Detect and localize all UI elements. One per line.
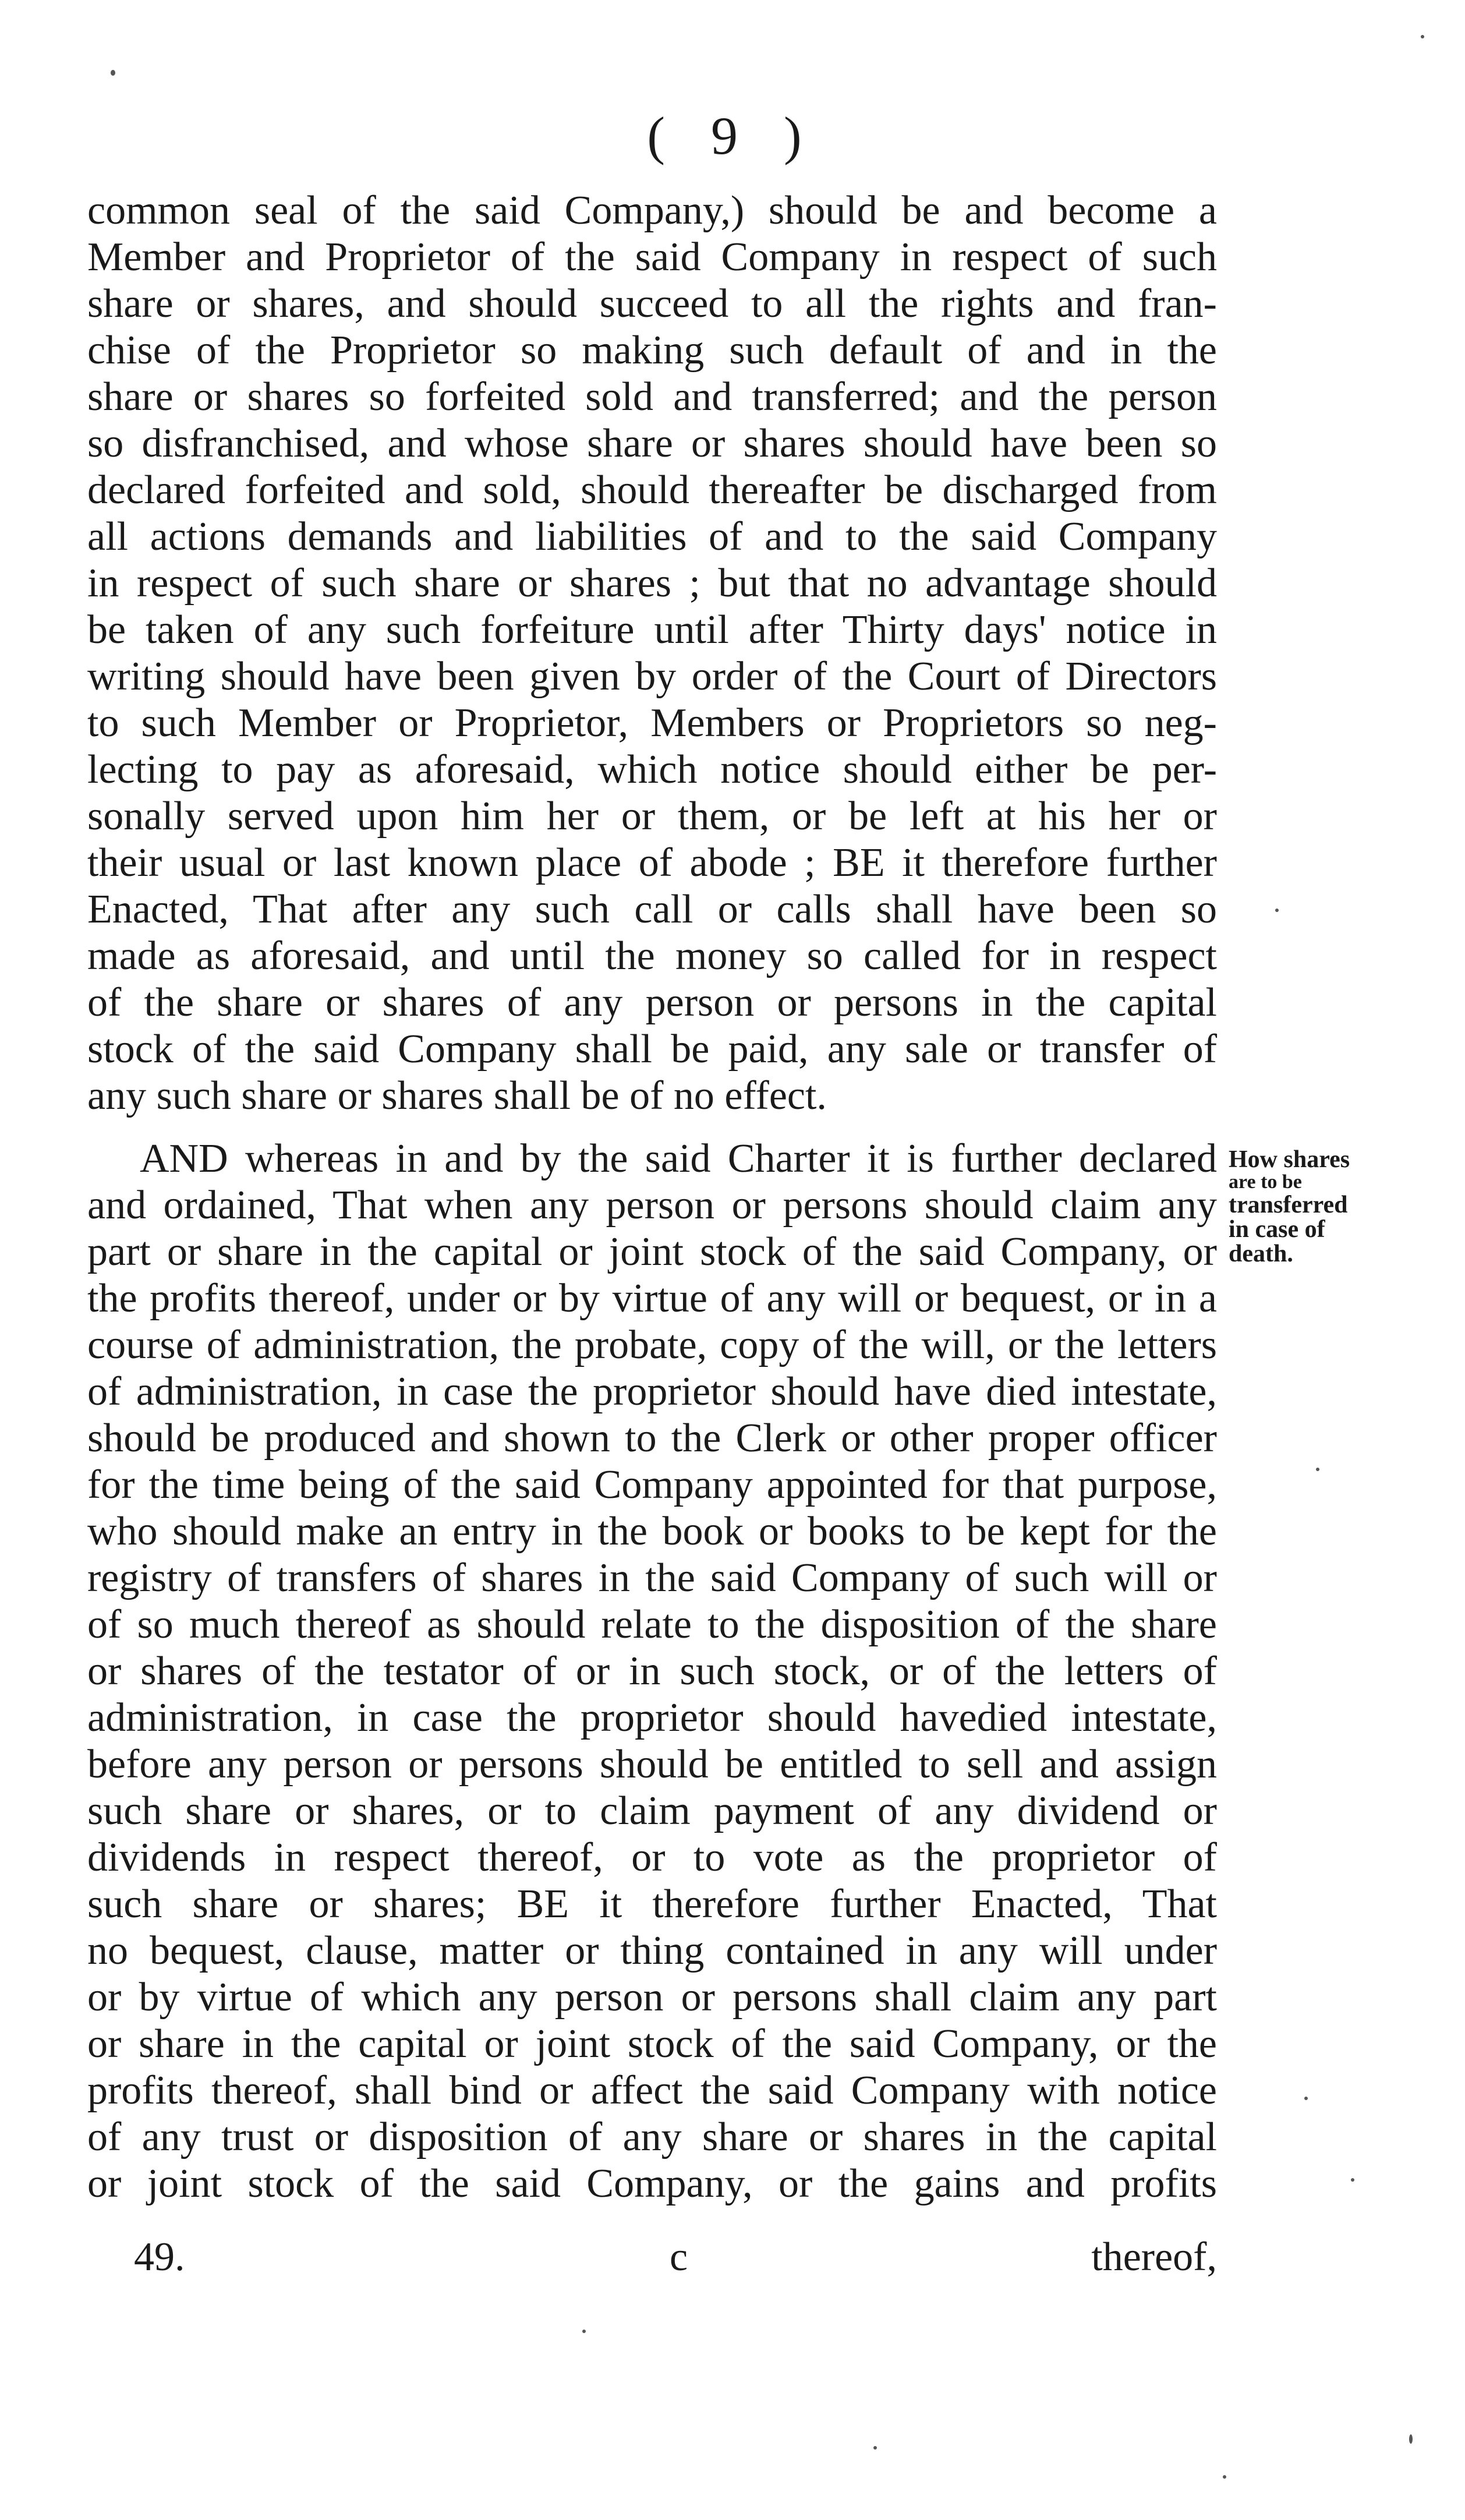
marginal-note-line: death. [1229, 1240, 1293, 1267]
marginal-note-line: are to be [1229, 1171, 1302, 1193]
print-speck [1316, 1468, 1319, 1471]
text-line: or share in the capital or joint stock of the said Company, or the [87, 2021, 1217, 2066]
print-speck [582, 2330, 586, 2333]
signature-number: 49. [134, 2235, 185, 2279]
text-line: and ordained, That when any person or persons should claim any [87, 1183, 1217, 1228]
text-line: administration, in case the proprietor should havedied intestate, [87, 1695, 1217, 1740]
text-line: so disfranchised, and whose share or shares should have been so [87, 421, 1217, 466]
page-footer [87, 2234, 1217, 2281]
print-speck [111, 70, 115, 76]
text-line: any such share or shares shall be of no effect. [87, 1073, 827, 1118]
text-line: stock of the said Company shall be paid, any sale or transfer of [87, 1027, 1217, 1072]
paragraph-transfer-on-death [87, 1136, 1217, 2207]
text-line: should be produced and shown to the Clerk or other proper officer [87, 1416, 1217, 1461]
text-line: dividends in respect thereof, or to vote as the proprietor of [87, 1835, 1217, 1880]
text-line: in respect of such share or shares ; but that no advantage should [87, 561, 1217, 606]
print-speck [873, 2446, 877, 2450]
text-line: or joint stock of the said Company, or the gains and profits [87, 2161, 1217, 2206]
text-line: of the share or shares of any person or persons in the capital [87, 980, 1217, 1025]
text-line: course of administration, the probate, copy of the will, or the letters [87, 1323, 1217, 1367]
text-line: made as aforesaid, and until the money so called for in respect [87, 934, 1217, 978]
text-line: their usual or last known place of abode ; BE it therefore further [87, 840, 1217, 885]
text-line: Enacted, That after any such call or calls shall have been so [87, 887, 1217, 932]
print-speck [1351, 2178, 1354, 2182]
marginal-note-line: transferred [1229, 1192, 1348, 1218]
print-speck [1421, 35, 1424, 38]
text-line: or by virtue of which any person or persons shall claim any part [87, 1975, 1217, 2020]
text-line: of so much thereof as should relate to the disposition of the share [87, 1602, 1217, 1647]
catchword: thereof, [1091, 2235, 1217, 2279]
text-line: chise of the Proprietor so making such default of and in the [87, 328, 1217, 373]
text-line: the profits thereof, under or by virtue of any will or bequest, or in a [87, 1276, 1217, 1321]
page-number: ( 9 ) [647, 106, 818, 165]
paragraph-forfeiture [87, 188, 1217, 1119]
print-speck [1275, 909, 1279, 912]
text-line: to such Member or Proprietor, Members or Proprietors so neg- [87, 701, 1217, 745]
text-line: who should make an entry in the book or books to be kept for the [87, 1509, 1217, 1554]
text-line: or shares of the testator of or in such stock, or of the letters of [87, 1649, 1217, 1694]
print-speck [1304, 2097, 1308, 2100]
text-line: share or shares, and should succeed to all the rights and fran- [87, 281, 1217, 326]
text-line: sonally served upon him her or them, or be left at his her or [87, 794, 1217, 839]
text-line: all actions demands and liabilities of and to the said Company [87, 514, 1217, 559]
text-line: declared forfeited and sold, should thereafter be discharged from [87, 468, 1217, 513]
text-line: Member and Proprietor of the said Company in respect of such [87, 235, 1217, 280]
text-line: for the time being of the said Company appointed for that purpose, [87, 1462, 1217, 1507]
marginal-note-line: in case of [1229, 1216, 1325, 1243]
text-line: share or shares so forfeited sold and transferred; and the person [87, 374, 1217, 419]
text-line: before any person or persons should be entitled to sell and assign [87, 1742, 1217, 1787]
text-line: of administration, in case the proprietor should have died intestate, [87, 1369, 1217, 1414]
text-line: of any trust or disposition of any share or shares in the capital [87, 2115, 1217, 2160]
marginal-note [1229, 1147, 1415, 1266]
text-line: AND whereas in and by the said Charter it is further declared [140, 1136, 1217, 1181]
text-line: such share or shares; BE it therefore further Enacted, That [87, 1882, 1217, 1927]
text-line: registry of transfers of shares in the said Company of such will or [87, 1556, 1217, 1600]
marginal-note-line: How shares [1229, 1146, 1350, 1173]
print-speck [1223, 2475, 1226, 2479]
text-line: no bequest, clause, matter or thing contained in any will under [87, 1928, 1217, 1973]
print-speck [1409, 2434, 1413, 2444]
text-line: part or share in the capital or joint stock of the said Company, or [87, 1229, 1217, 1274]
signature-mark: c [670, 2235, 688, 2279]
text-line: common seal of the said Company,) should be and become a [87, 188, 1217, 233]
text-line: lecting to pay as aforesaid, which notice should either be per- [87, 747, 1217, 792]
text-line: writing should have been given by order of the Court of Directors [87, 654, 1217, 699]
text-line: such share or shares, or to claim payment of any dividend or [87, 1789, 1217, 1833]
text-line: profits thereof, shall bind or affect the said Company with notice [87, 2068, 1217, 2113]
text-line: be taken of any such forfeiture until after Thirty days' notice in [87, 607, 1217, 652]
